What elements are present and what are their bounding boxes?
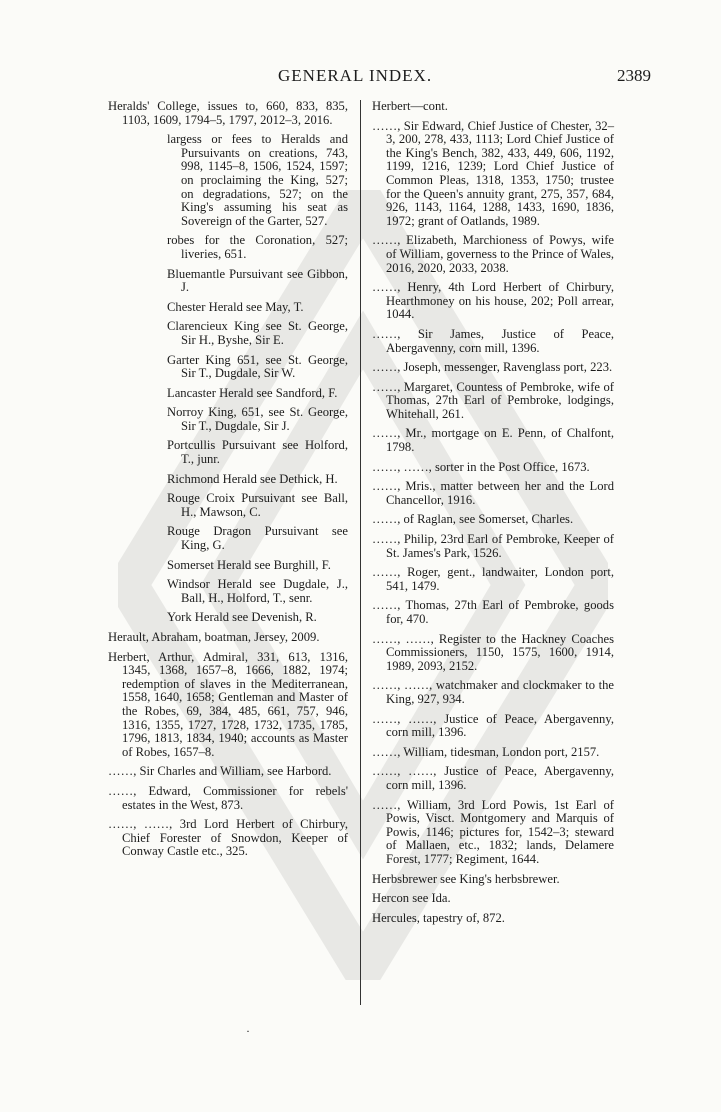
index-entry: ……, Roger, gent., landwaiter, London port, 541, 1479. [372,565,614,593]
index-entry: ……, Margaret, Countess of Pembroke, wife of Thomas, 27th Earl of Pembroke, lodgings, Whitehall, 261. [372,379,614,421]
page-header [0,66,721,88]
index-entry: ……, William, 3rd Lord Powis, 1st Earl of Powis, Visct. Montgomery and Marquis of Powis, 1146; pictures for, 1542–3; steward of Mallaen, etc., 1832; lands, Delamere Forest, 1777; Regiment, 1644. [372,797,614,866]
right-column [372,100,614,931]
index-entry: Rouge Croix Pursuivant see Ball, H., Mawson, C. [167,491,348,519]
index-entry: Heralds' College, issues to, 660, 833, 835, 1103, 1609, 1794–5, 1797, 2012–3, 2016. [108,99,348,127]
index-entry: Portcullis Pursuivant see Holford, T., junr. [167,438,348,467]
index-entry: ……, ……, Justice of Peace, Abergavenny, corn mill, 1396. [372,764,614,792]
index-entry: Herbert—cont. [372,99,448,113]
left-column [108,100,348,865]
index-entry: Rouge Dragon Pursuivant see King, G. [167,524,348,553]
index-entry: ……, Joseph, messenger, Ravenglass port, 223. [372,360,613,375]
index-entry: York Herald see Devenish, R. [167,610,317,625]
index-entry: ……, Mris., matter between her and the Lord Chancellor, 1916. [372,479,614,507]
index-entry: ……, Sir James, Justice of Peace, Abergavenny, corn mill, 1396. [372,326,614,355]
index-entry: Clarencieux King see St. George, Sir H., Byshe, Sir E. [167,319,348,347]
index-entry: ……, Thomas, 27th Earl of Pembroke, goods for, 470. [372,598,614,626]
index-entry: Hercon see Ida. [372,891,451,906]
index-entry: ……, ……, Register to the Hackney Coaches Commissioners, 1150, 1575, 1600, 1914, 1989, 2093, 2152. [372,631,614,673]
index-entry: ……, Edward, Commissioner for rebels' estates in the West, 873. [108,783,348,812]
index-entry: Richmond Herald see Dethick, H. [167,471,338,486]
index-entry: Herbert, Arthur, Admiral, 331, 613, 1316, 1345, 1368, 1657–8, 1666, 1882, 1974; redemption of slaves in the Mediterranean, 1558, 1640, 1658; Gentleman and Master of the Robes, 69, 384, 485, 661, 757, 946, 1316, 1355, 1727, 1728, 1732, 1735, 1785, 1796, 1813, 1834, 1940; accounts as Master of Robes, 1657–8. [108,649,348,759]
column-divider [360,100,361,1005]
index-entry: Herbsbrewer see King's herbsbrewer. [372,871,560,886]
index-entry: Windsor Herald see Dugdale, J., Ball, H., Holford, T., senr. [167,577,348,605]
index-entry: largess or fees to Heralds and Pursuivants on creations, 743, 998, 1145–8, 1506, 1524, 1597; on proclaiming the King, 527; on degradations, 527; on the King's assuming his seat as Sovereign of the Garter, 527. [167,132,348,228]
index-entry: ……, Henry, 4th Lord Herbert of Chirbury, Hearthmoney on his house, 202; Poll arrear, 1044. [372,280,614,322]
index-entry: Bluemantle Pursuivant see Gibbon, J. [167,266,348,295]
index-entry: Lancaster Herald see Sandford, F. [167,385,338,400]
index-entry: Chester Herald see May, T. [167,299,304,314]
index-entry: Herault, Abraham, boatman, Jersey, 2009. [108,630,320,644]
index-entry: ……, ……, sorter in the Post Office, 1673. [372,459,590,474]
index-entry: ……, William, tidesman, London port, 2157. [372,744,600,759]
index-entry: robes for the Coronation, 527; liveries, 651. [167,233,348,261]
page-number: 2389 [617,66,651,85]
index-entry: Hercules, tapestry of, 872. [372,910,505,925]
index-entry: Norroy King, 651, see St. George, Sir T., Dugdale, Sir J. [167,405,348,433]
index-entry: ……, of Raglan, see Somerset, Charles. [372,512,574,527]
index-entry: ……, Sir Charles and William, see Harbord. [108,764,332,779]
index-entry: ……, ……, watchmaker and clockmaker to the King, 927, 934. [372,678,614,706]
index-entry: ……, ……, Justice of Peace, Abergavenny, corn mill, 1396. [372,711,614,740]
index-entry: ……, Mr., mortgage on E. Penn, of Chalfont, 1798. [372,426,614,455]
index-entry: Somerset Herald see Burghill, F. [167,557,331,572]
index-entry: ……, ……, 3rd Lord Herbert of Chirbury, Chief Forester of Snowdon, Keeper of Conway Castle etc., 325. [108,817,348,859]
index-entry: Garter King 651, see St. George, Sir T., Dugdale, Sir W. [167,352,348,381]
running-head: GENERAL INDEX. [278,66,433,85]
footer-mark: · [246,1024,250,1038]
index-entry: ……, Elizabeth, Marchioness of Powys, wife of William, governess to the Prince of Wales, 2016, 2020, 2033, 2038. [372,233,614,275]
index-entry: ……, Sir Edward, Chief Justice of Chester, 32–3, 200, 278, 433, 1113; Lord Chief Justice of the King's Bench, 382, 433, 449, 606, 1192, 1199, 1216, 1239; Lord Chief Justice of Common Pleas, 1318, 1353, 1750; trustee for the Queen's annuity grant, 275, 357, 684, 926, 1143, 1164, 1288, 1433, 1690, 1836, 1972; grant of Oatlands, 1989. [372,118,614,228]
index-entry: ……, Philip, 23rd Earl of Pembroke, Keeper of St. James's Park, 1526. [372,532,614,560]
